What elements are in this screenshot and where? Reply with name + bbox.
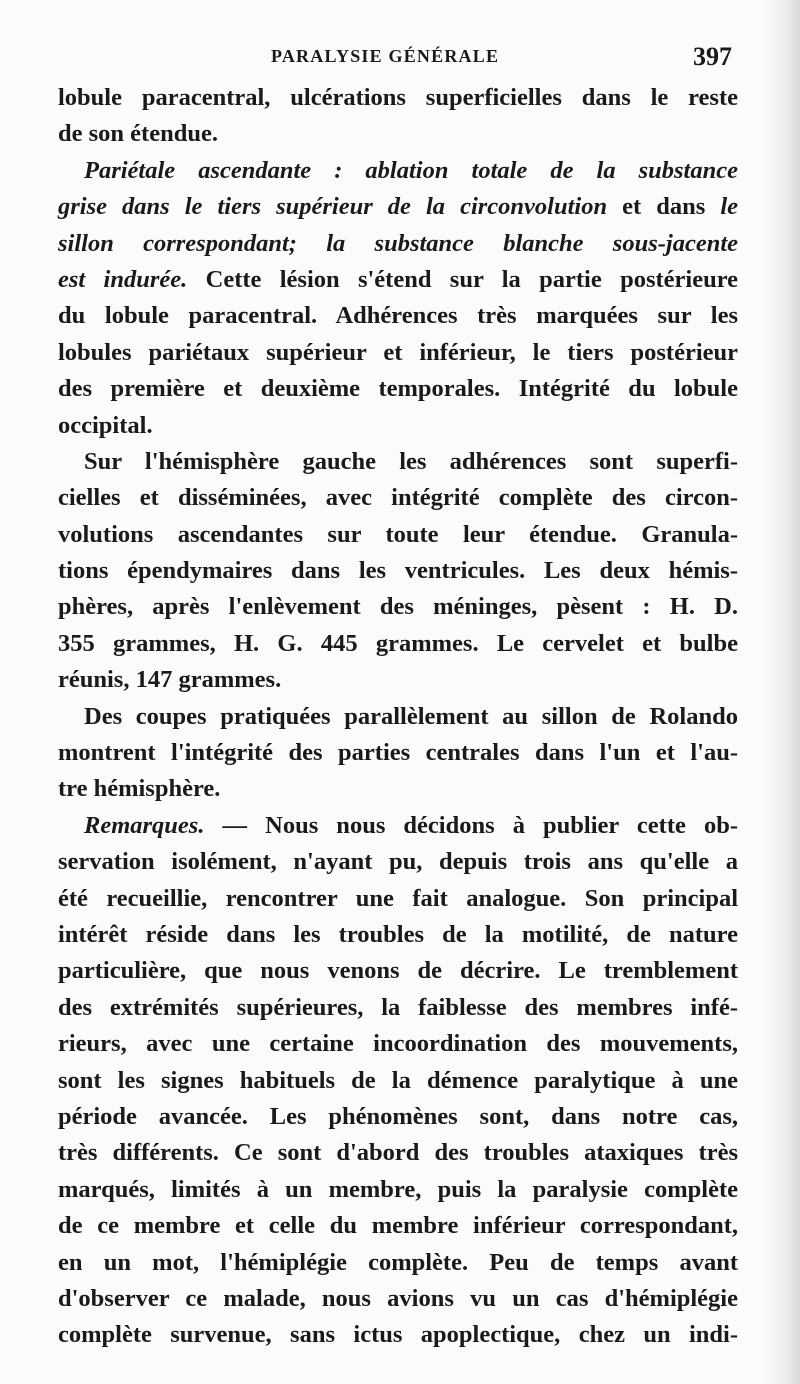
page-header	[56, 42, 736, 82]
text-segment: en un mot, l'hémiplégie complète. Peu de temps avant	[58, 1248, 738, 1276]
text-line	[58, 1026, 738, 1062]
text-line	[58, 371, 738, 407]
italic-text-segment: Pariétale ascendante : ablation totale de la substance	[84, 156, 738, 184]
text-line	[58, 262, 738, 298]
text-segment: des extrémités supérieures, la faiblesse des membres infé-	[58, 993, 738, 1021]
text-line	[58, 735, 738, 771]
text-segment: de ce membre et celle du membre inférieur correspondant,	[58, 1212, 738, 1240]
text-line	[58, 153, 738, 189]
text-line	[58, 517, 738, 553]
text-line	[58, 1063, 738, 1099]
text-line	[58, 335, 738, 371]
italic-text-segment: est indurée.	[58, 265, 188, 293]
text-line	[58, 771, 738, 807]
text-line	[58, 1172, 738, 1208]
text-segment: du lobule paracentral. Adhérences très marquées sur les	[58, 302, 738, 330]
text-line	[58, 1317, 738, 1353]
text-line	[58, 1099, 738, 1135]
text-line	[58, 116, 738, 152]
text-segment: tions épendymaires dans les ventricules. Les deux hémis-	[58, 557, 738, 585]
text-line	[58, 953, 738, 989]
text-segment: — Nous nous décidons à publier cette ob-	[204, 811, 738, 839]
text-segment: lobule paracentral, ulcérations superficielles dans le reste	[58, 84, 738, 111]
text-line	[58, 1208, 738, 1244]
text-segment: des première et deuxième temporales. Intégrité du lobule	[58, 375, 738, 403]
text-line	[58, 881, 738, 917]
text-line	[58, 408, 738, 444]
text-segment: complète survenue, sans ictus apoplectique, chez un indi-	[58, 1321, 738, 1349]
text-line	[58, 189, 738, 225]
text-segment: marqués, limités à un membre, puis la paralysie complète	[58, 1175, 738, 1203]
text-segment: et dans	[607, 193, 721, 221]
text-line	[58, 226, 738, 262]
italic-text-segment: Remarques.	[84, 811, 205, 839]
text-line	[58, 589, 738, 625]
italic-text-segment: sillon correspondant; la substance blanche sous-jacente	[58, 229, 738, 257]
text-line	[58, 80, 738, 116]
running-title: PARALYSIE GÉNÉRALE	[271, 46, 500, 66]
text-line	[58, 1135, 738, 1171]
text-segment: été recueillie, rencontrer une fait analogue. Son principal	[58, 884, 738, 912]
text-line	[58, 444, 738, 480]
text-segment: réunis, 147 grammes.	[58, 666, 282, 694]
text-line	[58, 808, 738, 844]
italic-text-segment: le	[720, 193, 738, 221]
text-line	[58, 844, 738, 880]
text-segment: particulière, que nous venons de décrire. Le tremblement	[58, 957, 738, 985]
text-segment: volutions ascendantes sur toute leur étendue. Granula-	[58, 520, 738, 548]
text-segment: intérêt réside dans les troubles de la motilité, de nature	[58, 920, 738, 948]
text-segment: d'observer ce malade, nous avions vu un cas d'hémiplégie	[58, 1284, 738, 1312]
text-line	[58, 699, 738, 735]
text-segment: servation isolément, n'ayant pu, depuis trois ans qu'elle a	[58, 848, 738, 876]
text-segment: très différents. Ce sont d'abord des troubles ataxiques très	[58, 1139, 738, 1167]
text-line	[58, 917, 738, 953]
italic-text-segment: grise dans le tiers supérieur de la circonvolution	[58, 193, 608, 221]
page-number: 397	[693, 42, 732, 71]
text-line	[58, 480, 738, 516]
body-text	[58, 80, 738, 1354]
text-segment: montrent l'intégrité des parties centrales dans l'un et l'au-	[58, 739, 738, 767]
page-edge-shadow	[762, 0, 800, 1384]
text-line	[58, 1245, 738, 1281]
text-segment: 355 grammes, H. G. 445 grammes. Le cervelet et bulbe	[58, 629, 738, 657]
text-line	[58, 553, 738, 589]
text-segment: phères, après l'enlèvement des méninges, pèsent : H. D.	[58, 593, 738, 621]
text-line	[58, 662, 738, 698]
text-segment: Cette lésion s'étend sur la partie postérieure	[187, 265, 738, 293]
text-segment: période avancée. Les phénomènes sont, dans notre cas,	[58, 1102, 738, 1130]
text-line	[58, 298, 738, 334]
text-segment: de son étendue.	[58, 120, 218, 148]
text-segment: cielles et disséminées, avec intégrité complète des circon-	[58, 484, 738, 512]
text-segment: tre hémisphère.	[58, 775, 221, 803]
text-segment: occipital.	[58, 411, 153, 439]
text-line	[58, 626, 738, 662]
text-segment: Des coupes pratiquées parallèlement au sillon de Rolando	[84, 702, 738, 730]
text-line	[58, 990, 738, 1026]
text-segment: lobules pariétaux supérieur et inférieur, le tiers postérieur	[58, 338, 738, 366]
text-segment: sont les signes habituels de la démence paralytique à une	[58, 1066, 738, 1094]
text-line	[58, 1281, 738, 1317]
text-segment: rieurs, avec une certaine incoordination des mouvements,	[58, 1030, 738, 1058]
text-segment: Sur l'hémisphère gauche les adhérences sont superfi-	[84, 447, 738, 475]
